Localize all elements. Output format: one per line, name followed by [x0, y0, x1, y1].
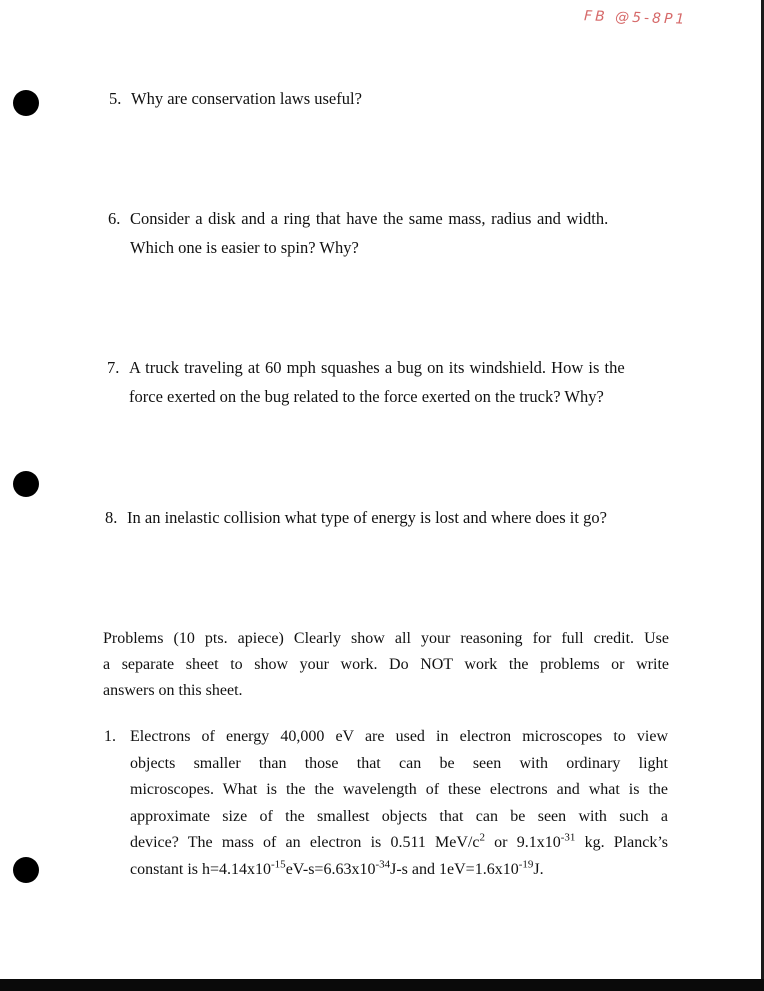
handwritten-note: FB @5-8P1: [583, 8, 688, 28]
question-7: [107, 355, 625, 410]
question-8: [105, 505, 607, 531]
problem-1: [104, 724, 668, 883]
question-number: 8.: [105, 508, 118, 527]
constant-text: eV-s=6.63x10: [285, 860, 376, 878]
exponent: -19: [518, 858, 534, 871]
constant-text: J.: [533, 860, 544, 878]
problem-text-line: Electrons of energy 40,000 eV are used in electron microscopes to view: [130, 728, 668, 745]
problem-text-line: approximate size of the smallest objects that can be seen with such a: [130, 807, 668, 825]
planck-constant-line: [104, 857, 668, 884]
instruction-line: Problems (10 pts. apiece) Clearly show all your reasoning for full credit. Use: [103, 630, 669, 647]
problem-text-line: objects smaller than those that can be seen with ordinary light: [130, 754, 668, 772]
mass-text: device? The mass of an electron is 0.511 MeV/c: [130, 834, 480, 851]
exponent: -34: [375, 858, 391, 871]
question-5: [109, 86, 362, 112]
question-text: In an inelastic collision what type of energy is lost and where does it go?: [127, 508, 607, 527]
exponent: -31: [560, 831, 576, 844]
question-text: Consider a disk and a ring that have the same mass, radius and width.: [130, 209, 609, 228]
punch-hole-middle: [13, 471, 39, 497]
punch-hole-bottom: [13, 857, 39, 883]
constant-text: constant is h=4.14x10: [130, 860, 272, 878]
scan-bottom-border: [0, 979, 764, 991]
exponent: 2: [479, 831, 485, 844]
question-number: 5.: [109, 89, 122, 108]
question-number: 7.: [107, 358, 120, 377]
question-text: Which one is easier to spin? Why?: [130, 238, 359, 257]
question-6: [108, 206, 608, 261]
question-number: 6.: [108, 209, 121, 228]
mass-text: kg. Planck’s: [575, 834, 669, 851]
question-text: A truck traveling at 60 mph squashes a bug on its windshield. How is the: [129, 358, 625, 377]
constant-text: J-s and 1eV=1.6x10: [390, 860, 519, 878]
problems-instructions: [103, 626, 669, 704]
problem-number: 1.: [104, 728, 116, 745]
mass-text: or 9.1x10: [484, 834, 561, 851]
punch-hole-top: [13, 90, 39, 116]
problem-text-line: microscopes. What is the the wavelength of these electrons and what is the: [130, 781, 668, 798]
exponent: -15: [271, 858, 286, 871]
instruction-line: answers on this sheet.: [103, 682, 243, 699]
electron-mass-line: [104, 830, 668, 857]
instruction-line: a separate sheet to show your work. Do NOT work the problems or write: [103, 656, 669, 673]
question-text: Why are conservation laws useful?: [131, 89, 362, 108]
question-text: force exerted on the bug related to the force exerted on the truck? Why?: [129, 387, 604, 406]
